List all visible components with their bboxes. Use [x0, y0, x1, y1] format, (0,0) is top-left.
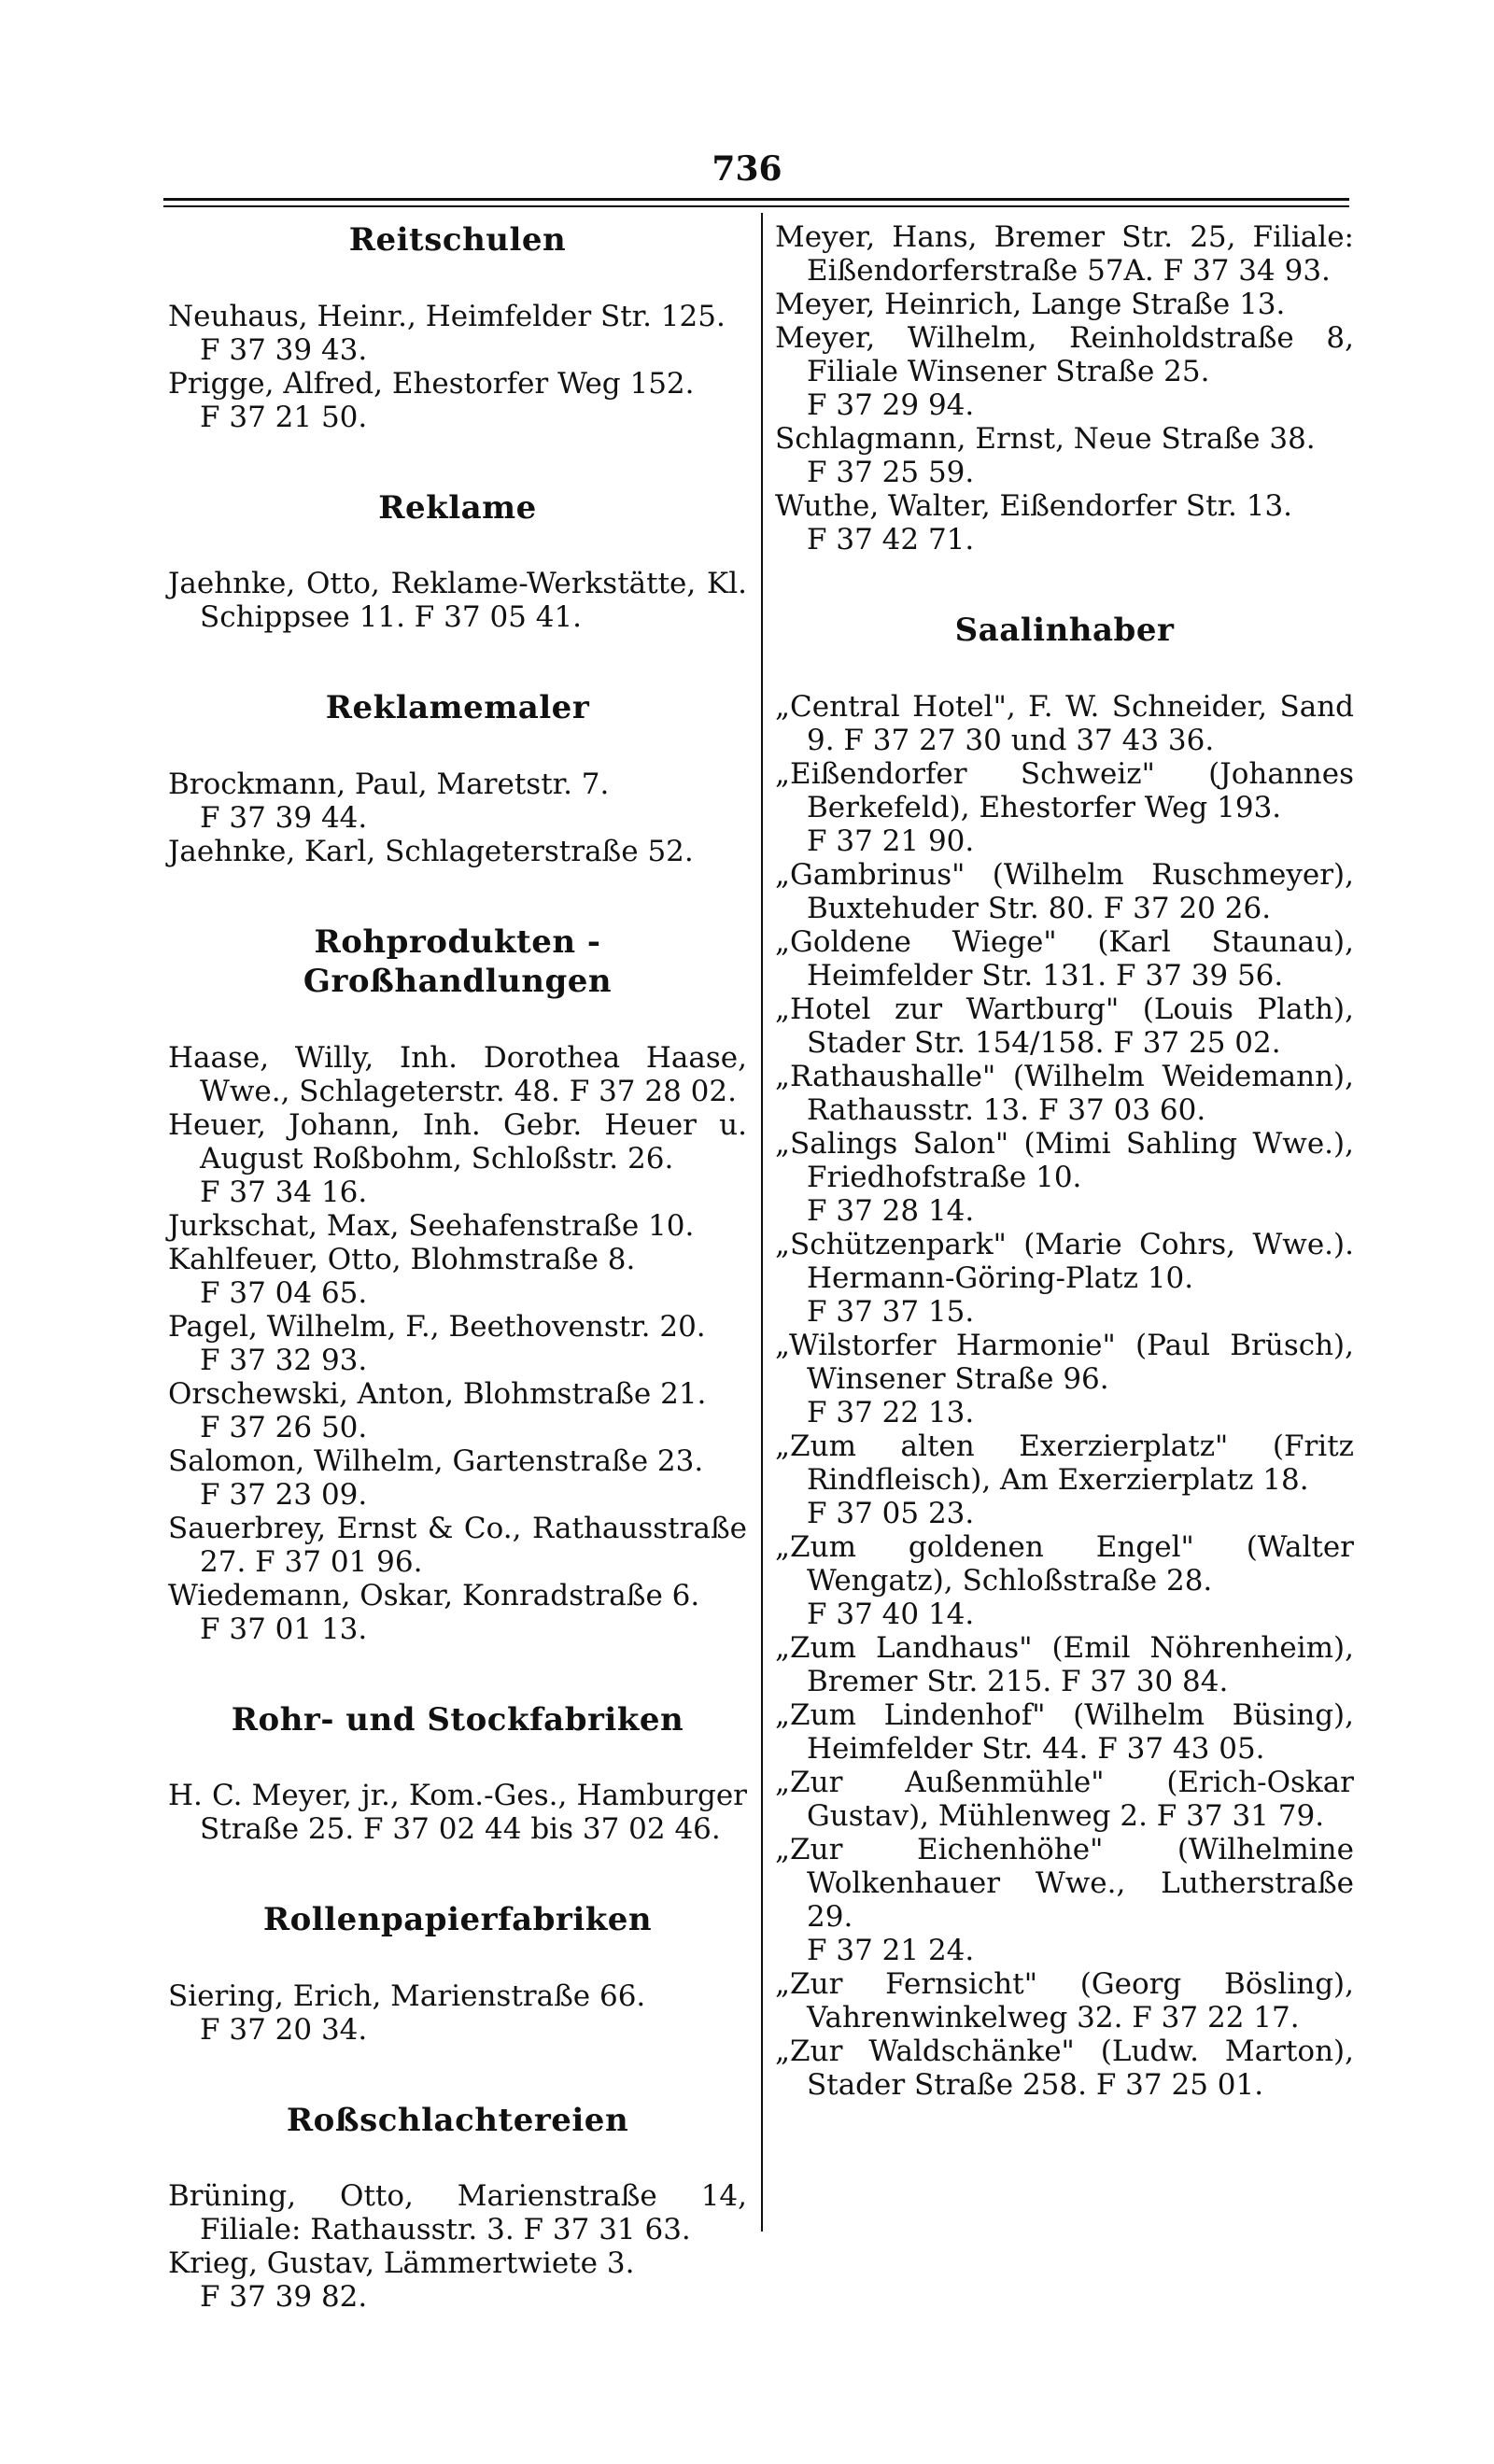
entry-text: „Hotel zur Wartburg" (Louis Plath), Stader Str. 154/158. F 37 25 02.	[775, 992, 1354, 1060]
entry-phone: F 37 42 71.	[807, 523, 975, 556]
section-gap	[168, 868, 747, 922]
directory-entry	[168, 367, 747, 434]
section-gap	[168, 634, 747, 688]
entry-text: „Zur Außenmühle" (Erich-Oskar Gustav), Mühlenweg 2. F 37 31 79.	[775, 1765, 1354, 1833]
entry-text: Kahlfeuer, Otto, Blohmstraße 8.	[168, 1242, 636, 1276]
entry-text: „Zur Waldschänke" (Ludw. Marton), Stader Straße 258. F 37 25 01.	[775, 2034, 1354, 2102]
entry-text: Brockmann, Paul, Maretstr. 7.	[168, 767, 610, 801]
directory-entry	[168, 1377, 747, 1444]
directory-entry	[168, 835, 747, 868]
entry-phone: F 37 39 82.	[200, 2280, 368, 2314]
directory-entry	[168, 1108, 747, 1209]
header-rule	[163, 198, 1349, 201]
entry-text: Prigge, Alfred, Ehestorfer Weg 152.	[168, 366, 695, 401]
section-gap	[168, 434, 747, 488]
left-column	[168, 220, 747, 2314]
entry-phone: F 37 22 13.	[807, 1395, 975, 1429]
directory-entry	[775, 1967, 1354, 2035]
entry-text: „Salings Salon" (Mimi Sahling Wwe.), Friedhofstraße 10.	[775, 1126, 1354, 1194]
directory-entry	[775, 1698, 1354, 1766]
directory-entry	[168, 300, 747, 367]
directory-entry	[775, 1429, 1354, 1530]
entry-text: „Wilstorfer Harmonie" (Paul Brüsch), Winsener Straße 96.	[775, 1328, 1354, 1396]
entry-text: „Zum goldenen Engel" (Walter Wengatz), Schloßstraße 28.	[775, 1529, 1354, 1598]
section-gap	[775, 556, 1354, 611]
section-heading: Reklame	[378, 488, 537, 527]
directory-entry	[775, 858, 1354, 925]
entry-phone: F 37 39 43.	[200, 332, 368, 367]
directory-entry	[775, 321, 1354, 422]
directory-entry	[168, 1209, 747, 1243]
section-gap	[168, 1846, 747, 1900]
entry-phone: F 37 21 24.	[807, 1933, 975, 1967]
entry-text: Brüning, Otto, Marienstraße 14, Filiale: Rathausstr. 3. F 37 31 63.	[168, 2179, 747, 2246]
entry-text: Sauerbrey, Ernst & Co., Rathausstraße 27. F 37 01 96.	[168, 1511, 747, 1579]
directory-entry	[775, 489, 1354, 556]
entry-text: Meyer, Hans, Bremer Str. 25, Filiale: Eißendorferstraße 57A. F 37 34 93.	[775, 220, 1354, 288]
right-column	[775, 220, 1354, 2102]
section-heading: Reklamemaler	[325, 689, 590, 726]
directory-entry	[168, 1779, 747, 1846]
section-heading: Rollenpapierfabriken	[262, 1901, 653, 1938]
directory-entry	[775, 1127, 1354, 1228]
section-gap	[168, 1002, 747, 1041]
entry-text: Heuer, Johann, Inh. Gebr. Heuer u. August Roßbohm, Schloßstr. 26.	[168, 1107, 747, 1176]
column-divider	[761, 213, 763, 2232]
section-gap	[168, 1940, 747, 1979]
entry-text: Orschewski, Anton, Blohmstraße 21.	[168, 1376, 707, 1411]
entry-text: Meyer, Wilhelm, Reinholdstraße 8, Filiale Winsener Straße 25.	[775, 321, 1354, 388]
directory-entry	[168, 2246, 747, 2314]
section-gap	[168, 528, 747, 567]
entry-phone: F 37 37 15.	[807, 1294, 975, 1329]
entry-phone: F 37 29 94.	[807, 388, 975, 422]
entry-text: H. C. Meyer, jr., Kom.-Ges., Hamburger Straße 25. F 37 02 44 bis 37 02 46.	[168, 1779, 747, 1846]
page-number: 736	[712, 149, 782, 189]
section-gap	[168, 2047, 747, 2101]
directory-entry	[775, 288, 1354, 321]
entry-text: „Schützenpark" (Marie Cohrs, Wwe.). Hermann-Göring-Platz 10.	[775, 1227, 1354, 1295]
directory-entry	[168, 1041, 747, 1108]
entry-text: Pagel, Wilhelm, F., Beethovenstr. 20.	[168, 1309, 706, 1344]
directory-entry	[168, 2179, 747, 2246]
directory-entry	[168, 767, 747, 835]
directory-entry	[775, 993, 1354, 1060]
entry-phone: F 37 32 93.	[200, 1343, 368, 1377]
directory-entry	[168, 1444, 747, 1512]
directory-entry	[775, 422, 1354, 489]
entry-phone: F 37 04 65.	[200, 1275, 368, 1310]
entry-text: „Goldene Wiege" (Karl Staunau), Heimfelder Str. 131. F 37 39 56.	[775, 924, 1354, 993]
header-rule-thin	[163, 205, 1349, 207]
section-gap	[168, 1646, 747, 1700]
entry-phone: F 37 34 16.	[200, 1175, 368, 1209]
directory-entry	[775, 925, 1354, 993]
directory-entry	[168, 1243, 747, 1310]
entry-text: Wiedemann, Oskar, Konradstraße 6.	[168, 1578, 700, 1612]
entry-text: Krieg, Gustav, Lämmertwiete 3.	[168, 2246, 635, 2280]
entry-phone: F 37 20 34.	[200, 2012, 368, 2047]
section-gap	[775, 651, 1354, 690]
entry-phone: F 37 23 09.	[200, 1477, 368, 1512]
directory-entry	[775, 1833, 1354, 1967]
entry-phone: F 37 39 44.	[200, 800, 368, 835]
entry-text: Salomon, Wilhelm, Gartenstraße 23.	[168, 1443, 704, 1478]
entry-text: „Zum Landhaus" (Emil Nöhrenheim), Bremer Str. 215. F 37 30 84.	[775, 1630, 1354, 1698]
entry-text: „Rathaushalle" (Wilhelm Weidemann), Rathausstr. 13. F 37 03 60.	[775, 1059, 1354, 1127]
section-gap	[168, 260, 747, 300]
entry-text: Schlagmann, Ernst, Neue Straße 38.	[775, 422, 1316, 456]
directory-entry	[168, 1512, 747, 1579]
entry-phone: F 37 05 23.	[807, 1496, 975, 1530]
entry-phone: F 37 40 14.	[807, 1597, 975, 1631]
section-gap	[168, 1739, 747, 1779]
entry-text: „Zur Fernsicht" (Georg Bösling), Vahrenwinkelweg 32. F 37 22 17.	[775, 1966, 1354, 2035]
entry-phone: F 37 21 50.	[200, 400, 368, 434]
entry-text: „Zum alten Exerzierplatz" (Fritz Rindfleisch), Am Exerzierplatz 18.	[775, 1429, 1354, 1497]
section-gap	[168, 728, 747, 767]
directory-entry	[775, 1329, 1354, 1429]
entry-phone: F 37 21 90.	[807, 824, 975, 858]
entry-text: „Central Hotel", F. W. Schneider, Sand 9. F 37 27 30 und 37 43 36.	[775, 689, 1354, 757]
directory-entry	[775, 690, 1354, 757]
entry-text: Siering, Erich, Marienstraße 66.	[168, 1978, 646, 2013]
entry-phone: F 37 25 59.	[807, 456, 975, 489]
entry-phone: F 37 26 50.	[200, 1410, 368, 1444]
entry-text: Neuhaus, Heinr., Heimfelder Str. 125.	[168, 299, 726, 333]
entry-text: „Eißendorfer Schweiz" (Johannes Berkefeld), Ehestorfer Weg 193.	[775, 756, 1354, 824]
entry-phone: F 37 01 13.	[200, 1612, 368, 1646]
entry-text: „Zur Eichenhöhe" (Wilhelmine Wolkenhauer Wwe., Lutherstraße 29.	[775, 1832, 1354, 1934]
section-heading: Saalinhaber	[954, 612, 1175, 649]
directory-entry	[775, 1060, 1354, 1127]
directory-entry	[775, 1530, 1354, 1631]
entry-text: Wuthe, Walter, Eißendorfer Str. 13.	[775, 489, 1293, 523]
entry-text: Jaehnke, Otto, Reklame-Werkstätte, Kl. Schippsee 11. F 37 05 41.	[168, 567, 747, 634]
directory-entry	[168, 567, 747, 634]
directory-entry	[775, 220, 1354, 288]
directory-entry	[775, 1631, 1354, 1698]
directory-entry	[168, 1979, 747, 2047]
directory-entry	[775, 1766, 1354, 1833]
section-gap	[168, 2140, 747, 2179]
entry-text: „Gambrinus" (Wilhelm Ruschmeyer), Buxtehuder Str. 80. F 37 20 26.	[775, 857, 1354, 925]
entry-text: „Zum Lindenhof" (Wilhelm Büsing), Heimfelder Str. 44. F 37 43 05.	[775, 1697, 1354, 1766]
section-heading: Roßschlachtereien	[286, 2101, 629, 2139]
section-heading: Reitschulen	[348, 221, 567, 259]
directory-entry	[168, 1310, 747, 1377]
directory-entry	[775, 757, 1354, 858]
entry-text: Meyer, Heinrich, Lange Straße 13.	[775, 288, 1286, 321]
directory-entry	[775, 1228, 1354, 1329]
entry-text: Jaehnke, Karl, Schlageterstraße 52.	[168, 834, 694, 868]
section-heading: Rohr- und Stockfabriken	[231, 1700, 684, 1739]
section-heading: Rohprodukten - Großhandlungen	[303, 922, 613, 1000]
entry-text: Haase, Willy, Inh. Dorothea Haase, Wwe., Schlageterstr. 48. F 37 28 02.	[168, 1040, 747, 1108]
entry-phone: F 37 28 14.	[807, 1193, 975, 1228]
directory-entry	[775, 2035, 1354, 2102]
directory-entry	[168, 1579, 747, 1646]
entry-text: Jurkschat, Max, Seehafenstraße 10.	[168, 1208, 695, 1243]
